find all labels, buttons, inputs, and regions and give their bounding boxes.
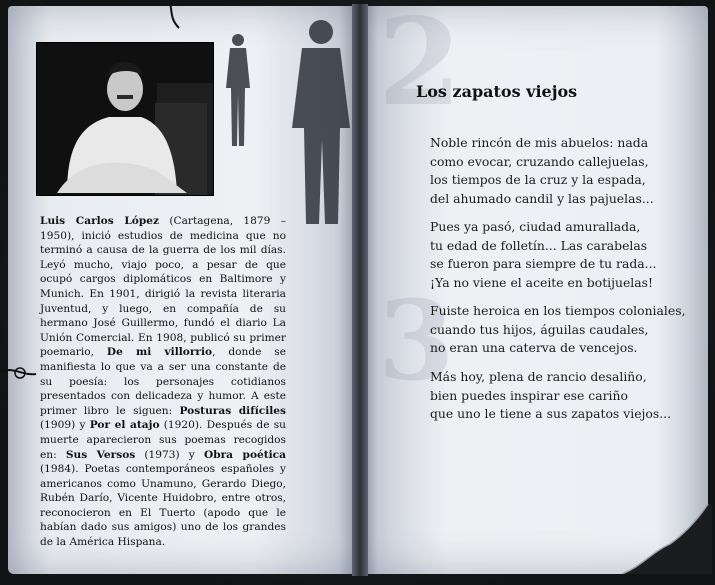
- author-photo: [36, 42, 214, 196]
- poem-line: Más hoy, plena de rancio desaliño,: [430, 369, 647, 384]
- poem-line: Fuiste heroica en los tiempos coloniales,: [430, 303, 686, 318]
- poem-line: cuando tus hijos, águilas caudales,: [430, 321, 649, 337]
- poem-line: del ahumado candil y las pajuelas...: [430, 190, 654, 206]
- poem-line: no eran una caterva de vencejos.: [430, 340, 638, 356]
- bio-text: (Cartagena, 1879 – 1950), inició estudios de medicina que no terminó a causa de la guerra de los mil días. Leyó mucho, viajo poco, a pesar de que ocupó cargos diplomáticos en Baltimore y Munich. En 1901, dirigió la revista literaria Juventud, y luego, en compañía de su hermano José Guillermo, fundó el diario La Unión Comercial. En 1908, publicó su primer poemario,: [40, 215, 286, 359]
- torn-page-corner: [622, 504, 712, 574]
- book-title: Posturas difíciles: [179, 404, 286, 417]
- poem-line: Pues ya pasó, ciudad amurallada,: [430, 219, 641, 234]
- poem-line: tu edad de folletín... Las carabelas: [430, 237, 648, 253]
- watermark-number-top: 2: [378, 0, 462, 133]
- poem-line: Noble rincón de mis abuelos: nada: [430, 135, 649, 150]
- silhouette-figure-small: [220, 32, 256, 148]
- bookmark-cord-left: [0, 300, 40, 420]
- book-title: Obra poética: [203, 448, 286, 461]
- poem-stanza: [430, 368, 671, 424]
- poem-line: que uno le tiene a sus zapatos viejos...: [430, 406, 672, 422]
- poem-line: ¡Ya no viene el aceite en botijuelas!: [430, 274, 653, 290]
- poem-stanza: [430, 218, 656, 292]
- watermark-number-bottom: 3: [378, 276, 455, 405]
- bio-text: (1973) y: [135, 448, 204, 461]
- bio-text: (1984). Poetas contemporáneos españoles y americanos como Unamuno, Gerardo Diego, Rubén Darío, Vicente Huidobro, entre otros, reconocieron en El Tuerto (apodo que le habían dado sus amigos) uno de los grandes de la América Hispana.: [40, 463, 286, 549]
- poem-line: bien puedes inspirar ese cariño: [430, 387, 628, 403]
- author-biography: [40, 214, 286, 550]
- book-title: Por el atajo: [89, 419, 160, 432]
- silhouette-figure-large: [284, 16, 358, 226]
- author-name: Luis Carlos López: [40, 215, 160, 227]
- poem-line: los tiempos de la cruz y la espada,: [430, 172, 646, 188]
- poem-title: Los zapatos viejos: [416, 82, 578, 101]
- poem-line: como evocar, cruzando callejuelas,: [430, 153, 649, 169]
- poem-stanza: [430, 302, 686, 358]
- bio-text: (1909) y: [40, 419, 90, 432]
- book-title: Sus Versos: [65, 448, 136, 461]
- bio-text: , donde se manifiesta lo que va a ser una constante de su poesía: los personajes cotidianos presentados con delicadeza y humor. A este primer libro le siguen:: [40, 346, 287, 417]
- bio-text: (1920). Después de su muerte aparecieron sus poemas recogidos en:: [40, 419, 286, 461]
- book-title: De mi villorrio: [106, 346, 213, 359]
- poem-line: se fueron para siempre de tu rada...: [430, 256, 657, 272]
- poem-stanza: [430, 134, 654, 208]
